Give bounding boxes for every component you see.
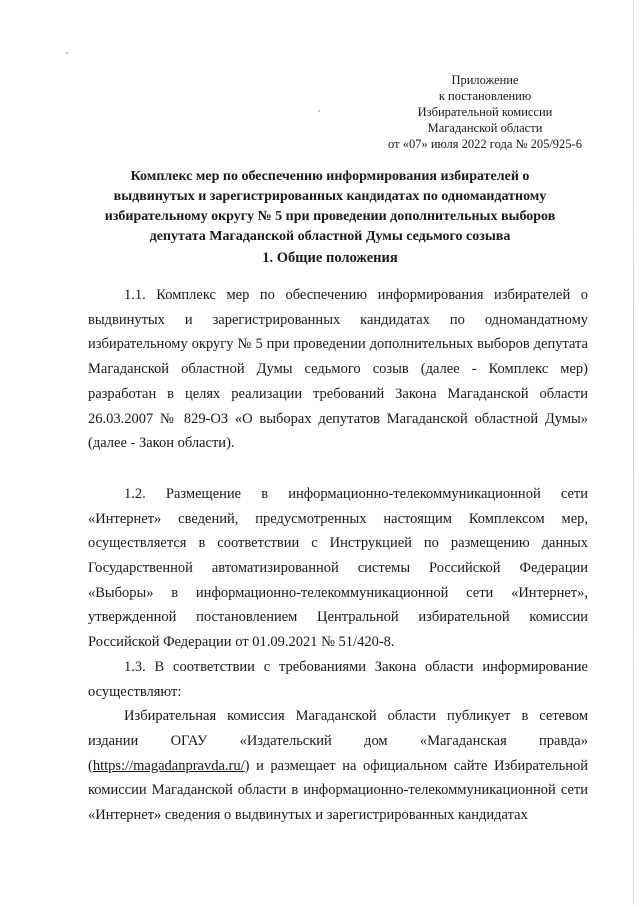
title-line: избирательному округу № 5 при проведении дополнительных выборов (104, 209, 556, 224)
magadanpravda-link[interactable]: https://magadanpravda.ru/ (92, 757, 245, 774)
header-line: Приложение (451, 73, 519, 87)
scan-speck (318, 110, 320, 112)
document-body (88, 283, 588, 828)
section-heading: 1. Общие положения (262, 250, 398, 266)
approval-header (360, 72, 610, 152)
paragraph-commission-start: Избирательная комиссия Магаданской области публикует в сетевом издании ОГАУ «Издательский дом «Магаданская правда» ( (88, 708, 588, 774)
header-line: от «07» июля 2022 года № 205/925-6 (388, 137, 582, 151)
scan-edge-artifact (633, 0, 634, 905)
title-line: Комплекс мер по обеспечению информирования избирателей о (130, 169, 530, 184)
paragraph-1-2: 1.2. Размещение в информационно-телекоммуникационной сети «Интернет» сведений, предусмотренных настоящим Комплексом мер, осуществляется в соответствии с Инструкцией по размещению данных Государственной автоматизированной системы Российской Федерации «Выборы» в информационно-телекоммуникационной сети «Интернет», утвержденной постановлением Центральной избирательной комиссии Российской Федерации от 01.09.2021 № 51/420-8. (88, 485, 588, 651)
title-line: депутата Магаданской областной Думы седьмого созыва (149, 229, 511, 244)
paragraph-commission (88, 704, 588, 828)
paragraph-1-1: 1.1. Комплекс мер по обеспечению информирования избирателей о выдвинутых и зарегистрированных кандидатах по одномандатному избирательному округу № 5 при проведении дополнительных выборов депутата Магаданской областной Думы седьмого созыв (далее - Комплекс мер) разработан в целях реализации требований Закона Магаданской области 26.03.2007 № 829-ОЗ «О выборах депутатов Магаданской областной Думы» (далее - Закон области). (88, 287, 588, 452)
header-line: Магаданской области (427, 121, 543, 135)
title-line: выдвинутых и зарегистрированных кандидатах по одномандатному (113, 189, 547, 204)
paragraph-1-3: 1.3. В соответствии с требованиями Закона области информирование осуществляют: (88, 658, 588, 700)
document-title (80, 167, 580, 247)
paragraph-commission-end: ) и размещает на официальном сайте Избирательной комиссии Магаданской области в информационно-телекоммуникационной сети «Интернет» сведения о выдвинутых и зарегистрированных кандидатах (88, 757, 588, 824)
scan-speck (66, 52, 68, 54)
header-line: к постановлению (438, 89, 532, 103)
header-line: Избирательной комиссии (417, 105, 553, 119)
